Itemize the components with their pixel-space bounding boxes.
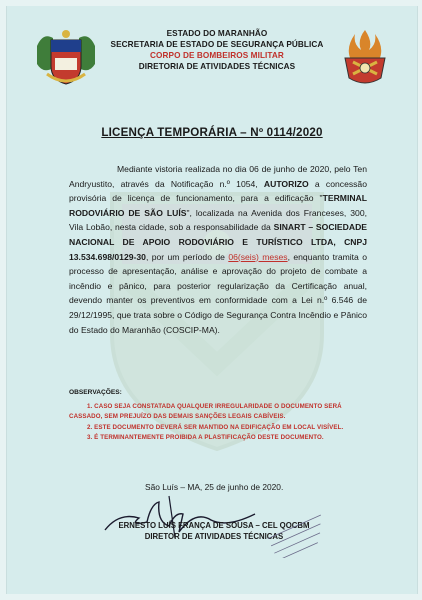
body-text-segment: ", localizada na Avenida dos Franceses, 300, Vila Lobão, nesta cidade, sob a responsabilidade da <box>69 207 367 233</box>
observation-item-1: 1. CASO SEJA CONSTATADA QUALQUER IRREGULARIDADE O DOCUMENTO SERÁ <box>87 402 342 410</box>
body-text-segment: , por um período de <box>145 251 229 262</box>
letterhead <box>97 28 337 72</box>
body-text-segment: , enquanto tramita o processo de apresentação, análise e aprovação do projeto de combate a incêndio e pânico, para posterior regularização da Certificação anual, devendo manter os preventivos em conformidade com a Lei n.º 6.546 de 29/12/1995, que trata sobre o Código de Segurança Contra Incêndio e Pânico do Estado do Maranhão (COSCIP-MA). <box>69 251 368 335</box>
observations-title: OBSERVAÇÕES: <box>69 389 122 396</box>
observations-block <box>69 388 379 444</box>
license-body-text <box>69 162 367 337</box>
document-page <box>6 6 418 594</box>
observation-item-1-cont: CASSADO, SEM PREJUÍZO DAS DEMAIS SANÇÕES LEGAIS CABÍVEIS. <box>69 413 286 421</box>
signatory-role: DIRETOR DE ATIVIDADES TÉCNICAS <box>144 532 284 541</box>
letterhead-line-corps: CORPO DE BOMBEIROS MILITAR <box>150 51 284 60</box>
observation-item-2: 2. ESTE DOCUMENTO DEVERÁ SER MANTIDO NA EDIFICAÇÃO EM LOCAL VISÍVEL. <box>87 423 344 431</box>
official-stamp-icon <box>263 512 333 558</box>
observation-item-3: 3. É TERMINANTEMENTE PROIBIDA A PLASTIFICAÇÃO DESTE DOCUMENTO. <box>87 434 324 442</box>
signatory-name: ERNESTO LUÍS FRANÇA DE SOUSA – CEL QOCBM <box>118 521 310 530</box>
body-text-segment: Mediante vistoria realizada no dia 06 de junho de 2020, pelo Ten Andryustito, através da Notificação n.º 1054, <box>69 164 367 189</box>
body-paragraph <box>69 162 367 337</box>
state-coat-of-arms-icon <box>33 28 99 88</box>
issue-date: São Luís – MA, 25 de junho de 2020. <box>145 482 284 492</box>
fire-department-badge-icon <box>339 28 391 88</box>
body-bold-building: TERMINAL RODOVIÁRIO DE SÃO LUÍS <box>69 193 367 218</box>
document-title: LICENÇA TEMPORÁRIA – Nº 0114/2020 <box>101 126 323 139</box>
letterhead-line-state: ESTADO DO MARANHÃO <box>166 29 268 38</box>
body-bold-company: SINART – SOCIEDADE NACIONAL DE APOIO RODOVIÁRIO E TURÍSTICO LTDA, CNPJ 13.534.698/0129-30 <box>69 222 368 262</box>
body-text-segment: a concessão provisória de licença de funcionamento, para a edificação " <box>69 178 367 204</box>
body-bold-authorize: AUTORIZO <box>263 178 309 189</box>
letterhead-line-secretariat: SECRETARIA DE ESTADO DE SEGURANÇA PÚBLICA <box>110 40 324 49</box>
letterhead-line-directorate: DIRETORIA DE ATIVIDADES TÉCNICAS <box>138 62 296 71</box>
body-period-highlight: 06(seis) meses <box>228 251 288 262</box>
